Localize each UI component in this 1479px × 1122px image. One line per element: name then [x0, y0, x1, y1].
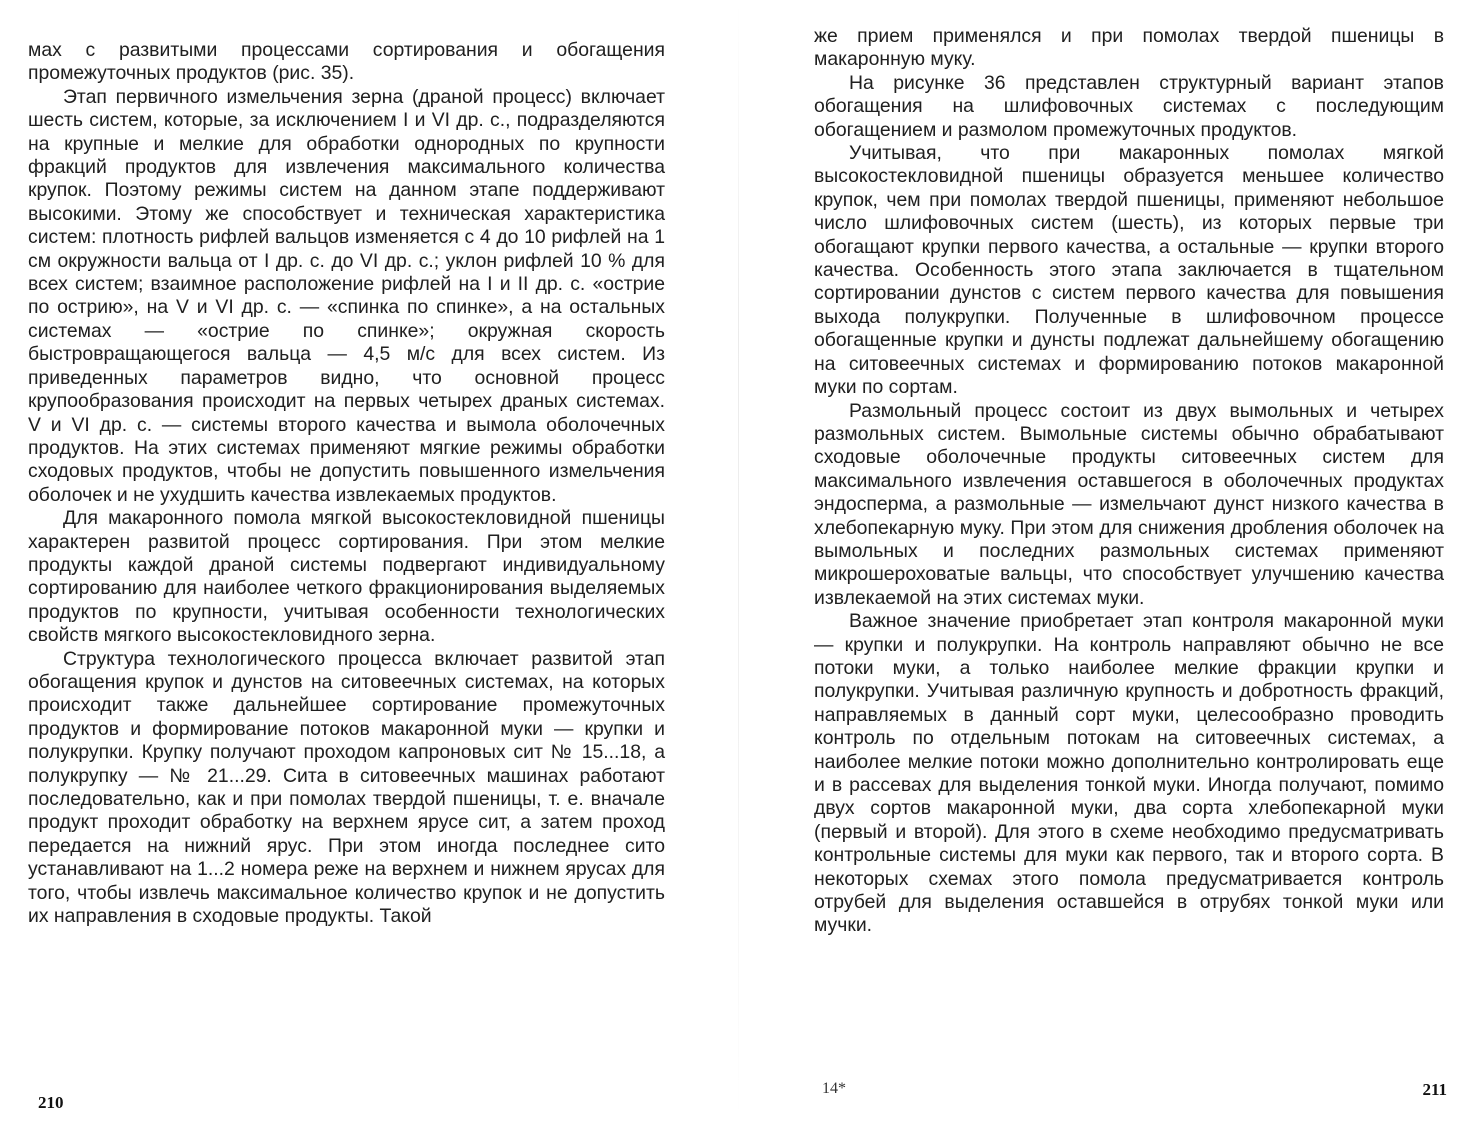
paragraph: Учитывая, что при макаронных помолах мягкой высокостекловидной пшеницы образуется меньшее количество крупок, чем при помолах твердой пшеницы, применяют небольшое число шлифовочных систем (шесть), из которых первые три обогащают крупки первого качества, а остальные — крупки второго качества. Особенность этого этапа заключается в тщательном сортировании дунстов с систем первого качества для повышения выхода полукрупки. Полученные в шлифовочном процессе обогащенные крупки и дунсты подлежат дальнейшему обогащению на ситовеечных системах и формированию потоков макаронной муки по сортам.	[814, 142, 1444, 399]
left-text-column	[28, 39, 665, 928]
paragraph: же прием применялся и при помолах твердой пшеницы в макаронную муку.	[814, 25, 1444, 71]
right-page-number: 211	[1422, 1080, 1447, 1099]
paragraph: Важное значение приобретает этап контроля макаронной муки — крупки и полукрупки. На контроль направляют обычно не все потоки муки, а только наиболее мелкие фракции крупки и полукрупки. Учитывая различную крупность и добротность фракций, направляемых в данный сорт муки, целесообразно проводить контроль по отдельным потокам на ситовеечных системах, а наиболее мелкие потоки можно дополнительно контролировать еще и в рассевах для выделения тонкой муки. Иногда получают, помимо двух сортов макаронной муки, два сорта хлебопекарной муки (первый и второй). Для этого в схеме необходимо предусматривать контрольные системы для муки как первого, так и второго сорта. В некоторых схемах этого помола предусматривается контроль отрубей для выделения оставшейся в отрубях тонкой муки или мучки.	[814, 610, 1444, 937]
paragraph: Размольный процесс состоит из двух вымольных и четырех размольных систем. Вымольные системы обычно обрабатывают сходовые оболочечные продукты ситовеечных систем для максимального извлечения оставшегося в оболочечных продуктах эндосперма, а размольные — измельчают дунст низкого качества в хлебопекарную муку. При этом для снижения дробления оболочек на вымольных и последних размольных системах применяют микрошероховатые вальцы, что способствует улучшению качества извлекаемой на этих системах муки.	[814, 399, 1444, 609]
paragraph: Этап первичного измельчения зерна (драной процесс) включает шесть систем, которые, за исключением I и VI др. с., подразделяются на крупные и мелкие для обработки однородных по крупности фракций продуктов для извлечения максимального количества крупок. Поэтому режимы систем на данном этапе поддерживают высокими. Этому же способствует и техническая характеристика систем: плотность рифлей вальцов изменяется с 4 до 10 рифлей на 1 см окружности вальца от I др. с. до VI др. с.; уклон рифлей 10 % для всех систем; взаимное расположение рифлей на I и II др. с. «острие по острию», на V и VI др. с. — «спинка по спинке», а на остальных системах — «острие по спинке»; окружная скорость быстровращающегося вальца — 4,5 м/с для всех систем. Из приведенных параметров видно, что основной процесс крупообразования происходит на первых четырех драных системах. V и VI др. с. — системы второго качества и вымола оболочечных продуктов. На этих системах применяют мягкие режимы обработки сходовых продуктов, чтобы не допустить повышенного измельчения оболочек и не ухудшить качества извлекаемых продуктов.	[28, 85, 665, 506]
paragraph: На рисунке 36 представлен структурный вариант этапов обогащения на шлифовочных системах с последующим обогащением и размолом промежуточных продуктов.	[814, 71, 1444, 141]
book-gutter	[738, 0, 739, 1122]
paragraph: Для макаронного помола мягкой высокостекловидной пшеницы характерен развитой процесс сортирования. При этом мелкие продукты каждой драной системы подвергают индивидуальному сортированию для наиболее четкого фракционирования выделяемых продуктов по крупности, учитывая особенности технологических свойств мягкого высокостекловидного зерна.	[28, 507, 665, 647]
paragraph: Структура технологического процесса включает развитой этап обогащения крупок и дунстов на ситовеечных системах, на которых происходит также дальнейшее сортирование промежуточных продуктов и формирование потоков макаронной муки — крупки и полукрупки. Крупку получают проходом капроновых сит № 15...18, а полукрупку — № 21...29. Сита в ситовеечных машинах работают последовательно, как и при помолах твердой пшеницы, т. е. вначале продукт проходит обработку на верхнем ярусе сит, а затем проход передается на нижний ярус. При этом иногда последнее сито устанавливают на 1...2 номера реже на верхнем и нижнем ярусах для того, чтобы извлечь максимальное количество крупок и не допустить их направления в сходовые продукты. Такой	[28, 647, 665, 928]
left-page-number: 210	[38, 1093, 64, 1112]
right-text-column	[814, 25, 1444, 938]
paragraph: мах с развитыми процессами сортирования и обогащения промежуточных продуктов (рис. 35).	[28, 39, 665, 85]
signature-mark: 14*	[822, 1080, 846, 1097]
right-page	[740, 0, 1479, 1122]
